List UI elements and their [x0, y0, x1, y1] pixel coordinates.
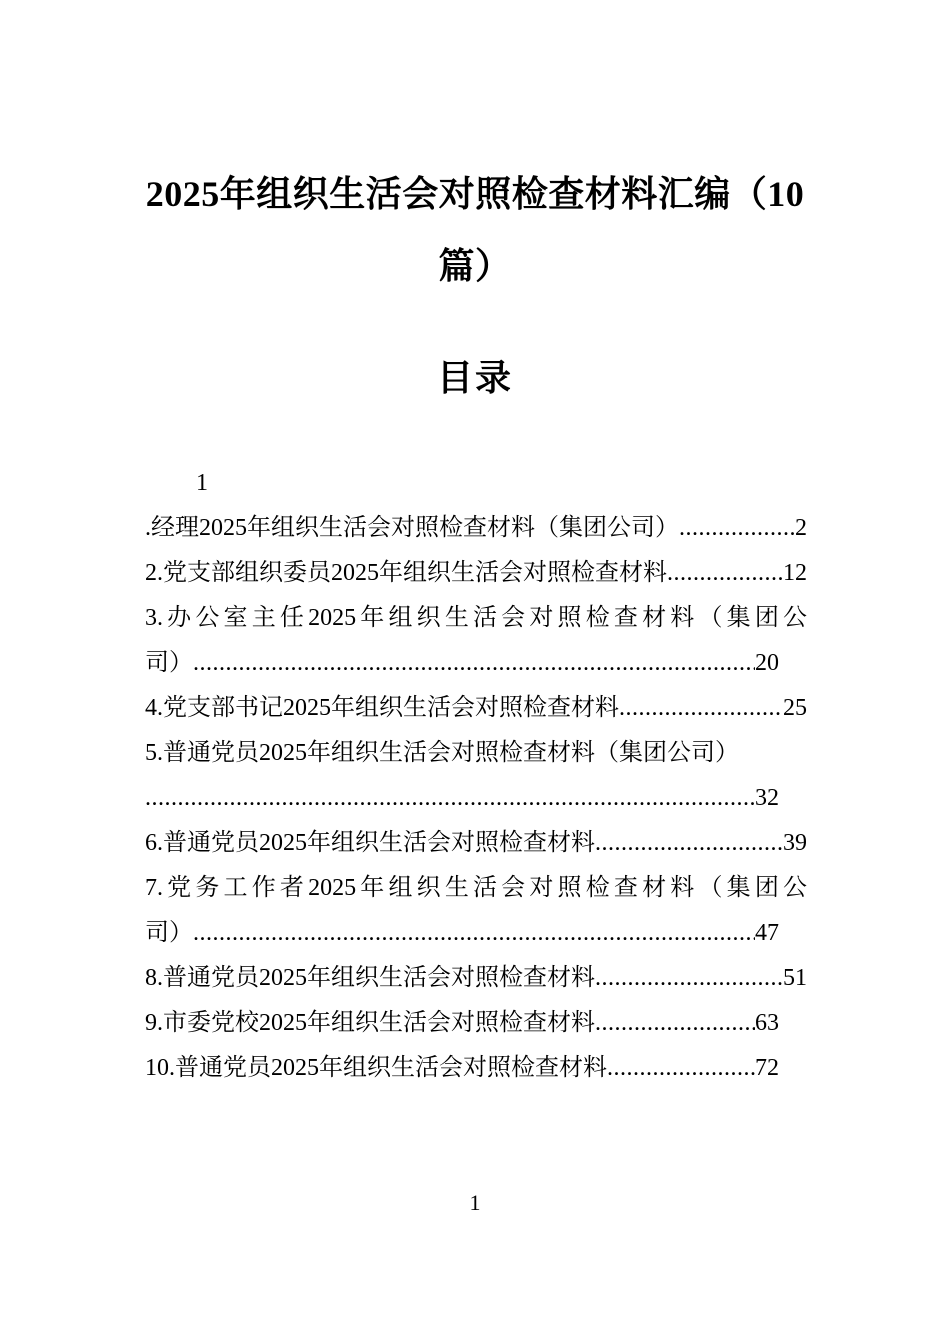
toc-leader-dots: [667, 551, 783, 596]
toc-entry-line: [145, 866, 807, 911]
toc-entry-page: 2: [795, 515, 807, 541]
toc-entry-page: 20: [755, 650, 779, 676]
toc-entry-page: 32: [755, 785, 779, 811]
toc-entry-page: 47: [755, 920, 779, 946]
title-line-2: 篇）: [438, 246, 512, 286]
toc-entry-5[interactable]: [145, 731, 807, 821]
page-number: 1: [469, 1190, 481, 1215]
toc-entry-9[interactable]: [145, 1001, 807, 1046]
toc-entry-line: [145, 641, 807, 686]
toc-heading: 目录: [436, 358, 513, 398]
toc-entry-page: 25: [783, 695, 807, 721]
toc-entry-text: 6.普通党员2025年组织生活会对照检查材料: [145, 830, 595, 856]
toc-entry-page: 51: [783, 965, 807, 991]
toc-entry-page: 39: [783, 830, 807, 856]
toc-entry-text-cont: 司）: [145, 650, 193, 676]
toc-entry-text: 5.普通党员2025年组织生活会对照检查材料（集团公司）: [145, 740, 739, 766]
toc-leader-dots: [619, 686, 783, 731]
toc-leader-dots: [595, 821, 783, 866]
toc-leader-dots: [607, 1046, 755, 1091]
toc-leader-dots: [595, 1001, 755, 1046]
toc-entry-text: 2.党支部组织委员2025年组织生活会对照检查材料: [145, 560, 667, 586]
toc-entry-text: 8.普通党员2025年组织生活会对照检查材料: [145, 965, 595, 991]
toc-entry-text: 10.普通党员2025年组织生活会对照检查材料: [145, 1055, 607, 1081]
toc-entry-text-cont: 司）: [145, 920, 193, 946]
toc-entry-10[interactable]: [145, 1046, 807, 1091]
toc-leader-dots: [679, 506, 795, 551]
toc-entry-line: [145, 911, 807, 956]
toc-leader-dots: [145, 776, 755, 821]
toc-leader-dots: [193, 911, 755, 956]
toc-entry-page: 63: [755, 1010, 779, 1036]
title-line-1: 2025年组织生活会对照检查材料汇编（10: [145, 174, 805, 214]
toc-entry-page: 12: [783, 560, 807, 586]
toc-entry-text: 3.办公室主任2025年组织生活会对照检查材料（集团公: [145, 605, 807, 631]
toc-entry-text: 7.党务工作者2025年组织生活会对照检查材料（集团公: [145, 875, 807, 901]
toc-leader-dots: [595, 956, 783, 1001]
toc-entry-text: 4.党支部书记2025年组织生活会对照检查材料: [145, 695, 619, 721]
toc-entry-text: .经理2025年组织生活会对照检查材料（集团公司）: [145, 515, 679, 541]
toc-entry-text: 9.市委党校2025年组织生活会对照检查材料: [145, 1010, 595, 1036]
document-title: [120, 158, 830, 302]
toc-entry-8[interactable]: [145, 956, 807, 1001]
toc-entry-4[interactable]: [145, 686, 807, 731]
toc-entry-2[interactable]: [145, 551, 807, 596]
toc-entry-6[interactable]: [145, 821, 807, 866]
toc-leading-number: 1: [196, 470, 208, 496]
toc-entry-page: 72: [755, 1055, 779, 1081]
toc-entry-7[interactable]: [145, 866, 807, 956]
toc-leader-dots: [193, 641, 755, 686]
toc-entry-1[interactable]: [145, 506, 807, 551]
toc-entry-3[interactable]: [145, 596, 807, 686]
toc-entry-line: [145, 596, 807, 641]
table-of-contents: [145, 461, 807, 1091]
toc-entry-line: [145, 776, 807, 821]
toc-entry-line: [145, 731, 807, 776]
